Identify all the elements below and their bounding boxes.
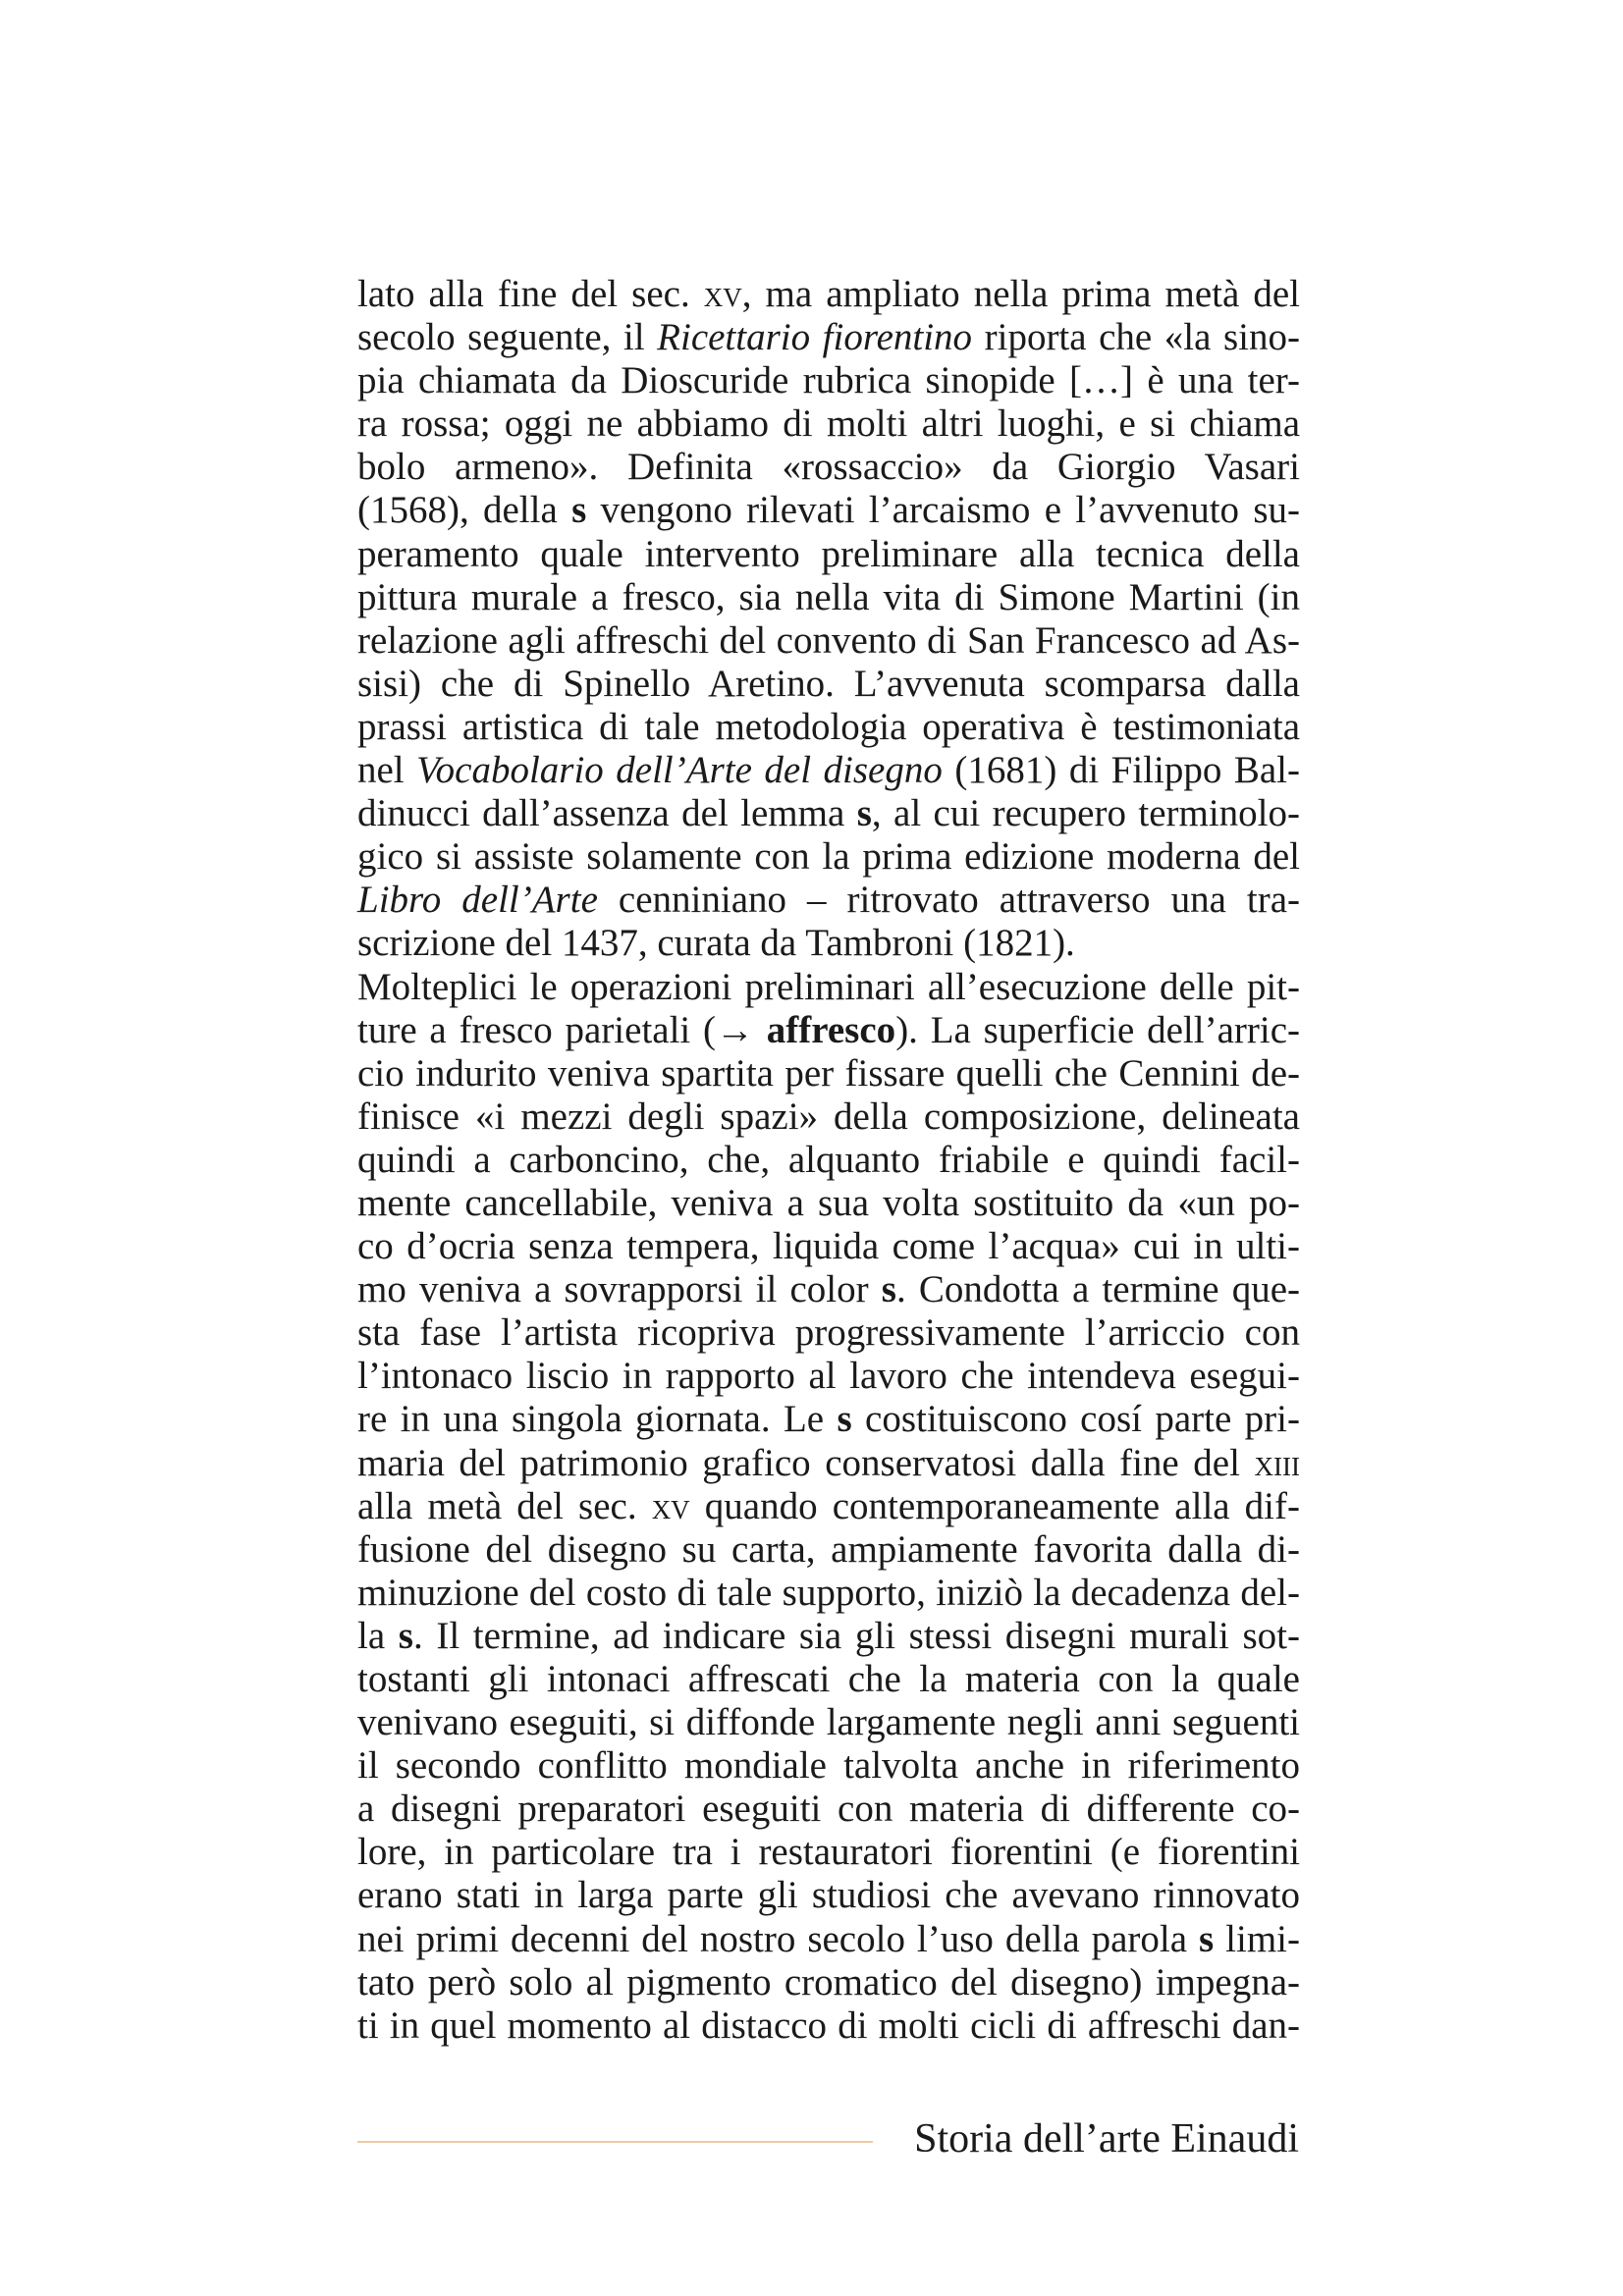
- bold-term: s: [856, 792, 872, 835]
- text-segment: ti in quel momento al distacco di molti cicli di affreschi dan-: [357, 2003, 1300, 2047]
- text-segment: (1568), della: [357, 489, 572, 532]
- text-line: [357, 619, 1300, 663]
- text-segment: peramento quale intervento preliminare alla tecnica della: [357, 532, 1300, 575]
- text-line: [357, 706, 1300, 749]
- text-segment: gico si assiste solamente con la prima edizione moderna del: [357, 835, 1300, 879]
- italic-title: Ricettario fiorentino: [657, 316, 973, 359]
- text-line: [357, 446, 1300, 489]
- text-segment: alla metà del sec.: [357, 1484, 652, 1527]
- text-line: [357, 792, 1300, 835]
- text-segment: vengono rilevati l’arcaismo e l’avvenuto su-: [586, 489, 1300, 532]
- text-segment: fusione del disegno su carta, ampiamente favorita dalla di-: [357, 1527, 1300, 1571]
- bold-term: s: [881, 1268, 896, 1311]
- text-line: [357, 316, 1300, 359]
- italic-title: Vocabolario dell’Arte del disegno: [416, 749, 943, 792]
- text-segment: dinucci dall’assenza del lemma: [357, 792, 857, 835]
- text-line: [357, 1182, 1300, 1225]
- footer-rule: [357, 2141, 873, 2143]
- text-line: [357, 1398, 1300, 1441]
- text-segment: la: [357, 1614, 399, 1657]
- text-line: [357, 1052, 1300, 1095]
- text-line: [357, 1009, 1300, 1052]
- text-line: [357, 922, 1300, 965]
- text-segment: mo veniva a sovrapporsi il color: [357, 1268, 882, 1311]
- footer-label: Storia dell’arte Einaudi: [914, 2116, 1299, 2162]
- text-segment: pittura murale a fresco, sia nella vita di Simone Martini (in: [357, 575, 1300, 618]
- text-segment: minuzione del costo di tale supporto, iniziò la decadenza del-: [357, 1571, 1300, 1614]
- text-line: [357, 966, 1300, 1009]
- text-segment: cio indurito veniva spartita per fissare quelli che Cennini de-: [357, 1051, 1300, 1095]
- text-line: [357, 576, 1300, 619]
- text-line: [357, 1788, 1300, 1831]
- text-line: [357, 1918, 1300, 1961]
- text-segment: relazione agli affreschi del convento di San Francesco ad As-: [357, 618, 1300, 662]
- text-segment: costituiscono cosí parte pri-: [851, 1398, 1300, 1441]
- text-segment: sta fase l’artista ricopriva progressivamente l’arriccio con: [357, 1311, 1300, 1355]
- text-segment: , al cui recupero terminolo-: [871, 792, 1300, 835]
- text-segment: quindi a carboncino, che, alquanto friabile e quindi facil-: [357, 1138, 1300, 1181]
- text-line: [357, 835, 1300, 879]
- text-line: [357, 402, 1300, 446]
- text-segment: ra rossa; oggi ne abbiamo di molti altri luoghi, e si chiama: [357, 402, 1300, 446]
- text-segment: lore, in particolare tra i restauratori fiorentini (e fiorentini: [357, 1831, 1300, 1874]
- text-line: [357, 1658, 1300, 1701]
- text-segment: il secondo conflitto mondiale talvolta anche in riferimento: [357, 1744, 1300, 1788]
- text-segment: tostanti gli intonaci affrescati che la materia con la quale: [357, 1658, 1300, 1700]
- text-segment: sisi) che di Spinello Aretino. L’avvenuta scomparsa dalla: [357, 662, 1300, 705]
- text-line: [357, 1095, 1300, 1139]
- text-segment: co d’ocria senza tempera, liquida come l’acqua» cui in ulti-: [357, 1225, 1300, 1268]
- text-segment: ). La superficie dell’arric-: [895, 1008, 1300, 1051]
- bold-term: affresco: [766, 1008, 896, 1051]
- text-segment: (1681) di Filippo Bal-: [942, 749, 1300, 792]
- small-caps-numeral: xv: [651, 1484, 690, 1527]
- text-line: [357, 1874, 1300, 1917]
- text-segment: a disegni preparatori eseguiti con materia di differente co-: [357, 1788, 1300, 1831]
- bold-term: s: [1199, 1917, 1215, 1960]
- text-segment: quando contemporaneamente alla dif-: [689, 1484, 1300, 1527]
- text-segment: mente cancellabile, veniva a sua volta sostituito da «un po-: [357, 1181, 1300, 1224]
- text-segment: secolo seguente, il: [357, 316, 658, 359]
- text-segment: . Condotta a termine que-: [895, 1268, 1300, 1311]
- text-segment: re in una singola giornata. Le: [357, 1398, 838, 1441]
- text-line: [357, 1355, 1300, 1398]
- text-segment: lato alla fine del sec.: [357, 273, 704, 315]
- text-segment: Molteplici le operazioni preliminari all’esecuzione delle pit-: [357, 965, 1300, 1008]
- text-line: [357, 1139, 1300, 1182]
- text-line: [357, 1572, 1300, 1615]
- text-segment: limi-: [1214, 1917, 1300, 1960]
- text-line: [357, 2004, 1300, 2048]
- text-line: [357, 533, 1300, 576]
- text-line: [357, 749, 1300, 792]
- text-line: [357, 879, 1300, 922]
- small-caps-numeral: xv: [703, 273, 742, 315]
- body-text: [357, 273, 1300, 2048]
- text-line: [357, 1961, 1300, 2004]
- text-segment: . Il termine, ad indicare sia gli stessi disegni murali sot-: [412, 1614, 1300, 1657]
- text-line: [357, 1701, 1300, 1744]
- text-segment: nel: [357, 749, 417, 792]
- text-segment: venivano eseguiti, si diffonde largamente negli anni seguenti: [357, 1701, 1300, 1744]
- text-line: [357, 273, 1300, 316]
- small-caps-numeral: xiii: [1254, 1441, 1300, 1484]
- text-segment: bolo armeno». Definita «rossaccio» da Giorgio Vasari: [357, 446, 1300, 489]
- text-line: [357, 1528, 1300, 1572]
- italic-title: Libro dell’Arte: [357, 879, 598, 922]
- text-segment: l’intonaco liscio in rapporto al lavoro che intendeva esegui-: [357, 1355, 1300, 1398]
- text-segment: finisce «i mezzi degli spazi» della composizione, delineata: [357, 1095, 1300, 1138]
- text-segment: scrizione del 1437, curata da Tambroni (1821).: [357, 922, 1075, 965]
- text-line: [357, 359, 1300, 402]
- text-line: [357, 1615, 1300, 1658]
- text-line: [357, 1442, 1300, 1485]
- text-segment: pia chiamata da Dioscuride rubrica sinopide […] è una ter-: [357, 359, 1300, 402]
- text-line: [357, 1225, 1300, 1268]
- text-segment: , ma ampliato nella prima metà del: [741, 273, 1300, 315]
- text-segment: maria del patrimonio grafico conservatosi dalla fine del: [357, 1441, 1255, 1484]
- text-segment: ture a fresco parietali (→: [357, 1008, 767, 1051]
- bold-term: s: [837, 1398, 852, 1441]
- text-line: [357, 1268, 1300, 1311]
- bold-term: s: [398, 1614, 413, 1657]
- text-line: [357, 663, 1300, 706]
- text-segment: prassi artistica di tale metodologia operativa è testimoniata: [357, 705, 1300, 748]
- text-line: [357, 1831, 1300, 1874]
- text-segment: tato però solo al pigmento cromatico del disegno) impegna-: [357, 1960, 1300, 2003]
- text-line: [357, 1744, 1300, 1788]
- text-line: [357, 1485, 1300, 1528]
- text-line: [357, 489, 1300, 532]
- text-segment: riporta che «la sino-: [972, 316, 1300, 359]
- text-segment: nei primi decenni del nostro secolo l’uso della parola: [357, 1917, 1200, 1960]
- text-segment: erano stati in larga parte gli studiosi che avevano rinnovato: [357, 1874, 1300, 1917]
- text-line: [357, 1311, 1300, 1355]
- text-segment: cenniniano – ritrovato attraverso una tra-: [597, 879, 1301, 922]
- bold-term: s: [571, 489, 587, 532]
